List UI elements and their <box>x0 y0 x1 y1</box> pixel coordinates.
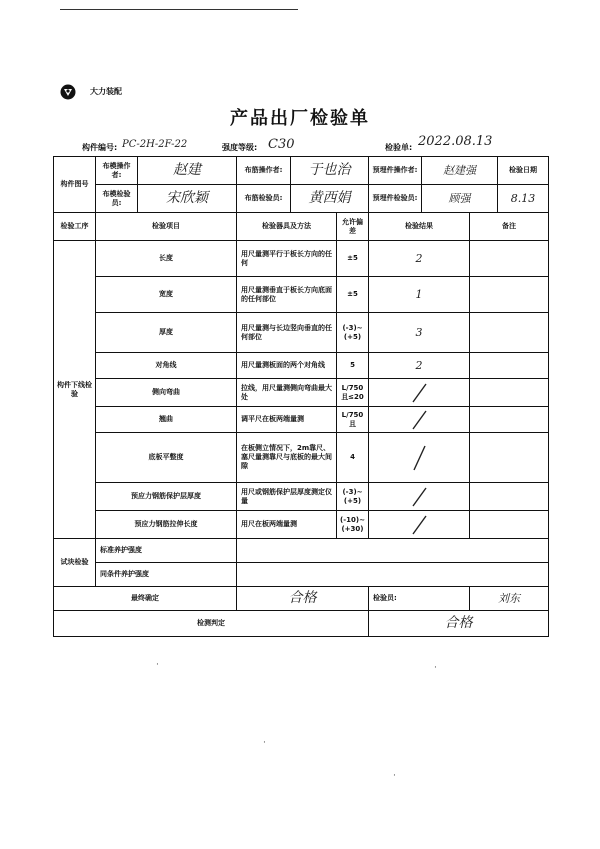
final-value: 合格 <box>237 587 369 611</box>
scan-speck: · <box>156 660 159 670</box>
table-row <box>54 379 549 407</box>
inspect-date-value: 8.13 <box>498 185 549 213</box>
info-row-operators <box>54 157 549 185</box>
final-row <box>54 587 549 611</box>
col-remark: 备注 <box>470 213 549 241</box>
col-result: 检验结果 <box>369 213 470 241</box>
row-allowed: L/750且≤20 <box>337 379 369 407</box>
row-result: 2 <box>369 353 470 379</box>
row-remark <box>470 313 549 353</box>
row-remark <box>470 407 549 433</box>
rebar-inspector-label: 布筋检验员: <box>237 185 291 213</box>
embed-operator-label: 预埋件操作者: <box>369 157 422 185</box>
table-row <box>54 353 549 379</box>
final-label: 最终确定 <box>54 587 237 611</box>
standard-cure-label: 标准养护强度 <box>96 539 237 563</box>
row-allowed: (-3)~(+5) <box>337 313 369 353</box>
rebar-operator-value: 于也治 <box>291 157 369 185</box>
judge-value: 合格 <box>369 611 549 637</box>
col-item: 检验项目 <box>96 213 237 241</box>
inspection-no-label: 检验单: <box>385 143 413 152</box>
top-rule <box>60 9 298 10</box>
row-allowed: 5 <box>337 353 369 379</box>
row-allowed: 4 <box>337 433 369 483</box>
strength-label: 强度等级: <box>222 143 258 152</box>
drawing-no-label: 构件图号 <box>54 157 96 213</box>
row-remark <box>470 277 549 313</box>
row-allowed: L/750且 <box>337 407 369 433</box>
same-cure-label: 同条件养护强度 <box>96 563 237 587</box>
row-allowed: ±5 <box>337 241 369 277</box>
row-item: 宽度 <box>96 277 237 313</box>
row-tool: 在板侧立情况下，2m靠尺、塞尺量测靠尺与底板的最大间隙 <box>237 433 337 483</box>
judge-label: 检测判定 <box>54 611 369 637</box>
scan-speck: · <box>434 663 437 673</box>
scan-speck: · <box>393 771 396 781</box>
row-result-slash <box>369 483 470 511</box>
col-allowed: 允许偏差 <box>337 213 369 241</box>
document-title: 产品出厂检验单 <box>230 108 370 129</box>
final-inspector-label: 检验员: <box>369 587 470 611</box>
row-result-slash <box>369 511 470 539</box>
col-process: 检验工序 <box>54 213 96 241</box>
mold-operator-label: 布模操作者: <box>96 157 138 185</box>
info-row-inspectors <box>54 185 549 213</box>
row-remark <box>470 433 549 483</box>
mold-inspector-label: 布模检验员: <box>96 185 138 213</box>
row-item: 预应力钢筋拉伸长度 <box>96 511 237 539</box>
strength-value: C30 <box>268 137 295 152</box>
row-tool: 用尺量测与长边竖向垂直的任何部位 <box>237 313 337 353</box>
company-logo-icon <box>60 84 76 100</box>
component-no-label: 构件编号: <box>82 143 118 152</box>
row-remark <box>470 379 549 407</box>
test-row-standard <box>54 539 549 563</box>
row-result-slash <box>369 407 470 433</box>
final-inspector-value: 刘东 <box>470 587 549 611</box>
slash-mark-icon <box>406 443 432 473</box>
row-tool: 调平尺在板两端量测 <box>237 407 337 433</box>
company-logo <box>60 84 600 104</box>
slash-mark-icon <box>406 409 432 431</box>
row-item: 底板平整度 <box>96 433 237 483</box>
standard-cure-value <box>237 539 549 563</box>
row-allowed: (-10)~(+30) <box>337 511 369 539</box>
scan-speck: · <box>263 738 266 748</box>
table-row <box>54 313 549 353</box>
row-result: 3 <box>369 313 470 353</box>
embed-inspector-label: 预埋件检验员: <box>369 185 422 213</box>
same-cure-value <box>237 563 549 587</box>
rebar-operator-label: 布筋操作者: <box>237 157 291 185</box>
mold-operator-value: 赵建 <box>138 157 237 185</box>
col-tool: 检验器具及方法 <box>237 213 337 241</box>
mold-inspector-value: 宋欣颖 <box>138 185 237 213</box>
table-row <box>54 241 549 277</box>
slash-mark-icon <box>406 486 432 508</box>
row-allowed: (-3)~(+5) <box>337 483 369 511</box>
row-remark <box>470 511 549 539</box>
row-result-slash <box>369 379 470 407</box>
table-row <box>54 433 549 483</box>
embed-inspector-value: 顾强 <box>422 185 498 213</box>
row-result: 1 <box>369 277 470 313</box>
slash-mark-icon <box>406 514 432 536</box>
table-row <box>54 483 549 511</box>
row-item: 对角线 <box>96 353 237 379</box>
table-row <box>54 277 549 313</box>
test-group-label: 试块检验 <box>54 539 96 587</box>
row-item: 长度 <box>96 241 237 277</box>
test-row-same-condition <box>54 563 549 587</box>
company-name: 大力装配 <box>90 87 122 96</box>
table-row <box>54 511 549 539</box>
row-item: 翘曲 <box>96 407 237 433</box>
row-tool: 拉线，用尺量测侧向弯曲最大处 <box>237 379 337 407</box>
table-row <box>54 407 549 433</box>
row-tool: 用尺量测垂直于板长方向底面的任何部位 <box>237 277 337 313</box>
row-tool: 用尺在板两端量测 <box>237 511 337 539</box>
row-remark <box>470 483 549 511</box>
row-tool: 用尺量测平行于板长方向的任何 <box>237 241 337 277</box>
judge-row <box>54 611 549 637</box>
row-item: 侧向弯曲 <box>96 379 237 407</box>
row-item: 预应力钢筋保护层厚度 <box>96 483 237 511</box>
row-tool: 用尺或钢筋保护层厚度测定仪量 <box>237 483 337 511</box>
row-allowed: ±5 <box>337 277 369 313</box>
rebar-inspector-value: 黄西娟 <box>291 185 369 213</box>
row-item: 厚度 <box>96 313 237 353</box>
inspect-date-label: 检验日期 <box>498 157 549 185</box>
row-remark <box>470 353 549 379</box>
row-remark <box>470 241 549 277</box>
row-tool: 用尺量测板面的两个对角线 <box>237 353 337 379</box>
component-no-value: PC-2H-2F-22 <box>122 139 188 150</box>
embed-operator-value: 赵建强 <box>422 157 498 185</box>
inspection-table <box>53 156 549 637</box>
group-label: 构件下线检验 <box>54 241 96 539</box>
row-result: 2 <box>369 241 470 277</box>
slash-mark-icon <box>406 382 432 404</box>
column-header-row <box>54 213 549 241</box>
inspection-no-value: 2022.08.13 <box>418 134 493 149</box>
header-line <box>0 134 600 156</box>
row-result-slash <box>369 433 470 483</box>
